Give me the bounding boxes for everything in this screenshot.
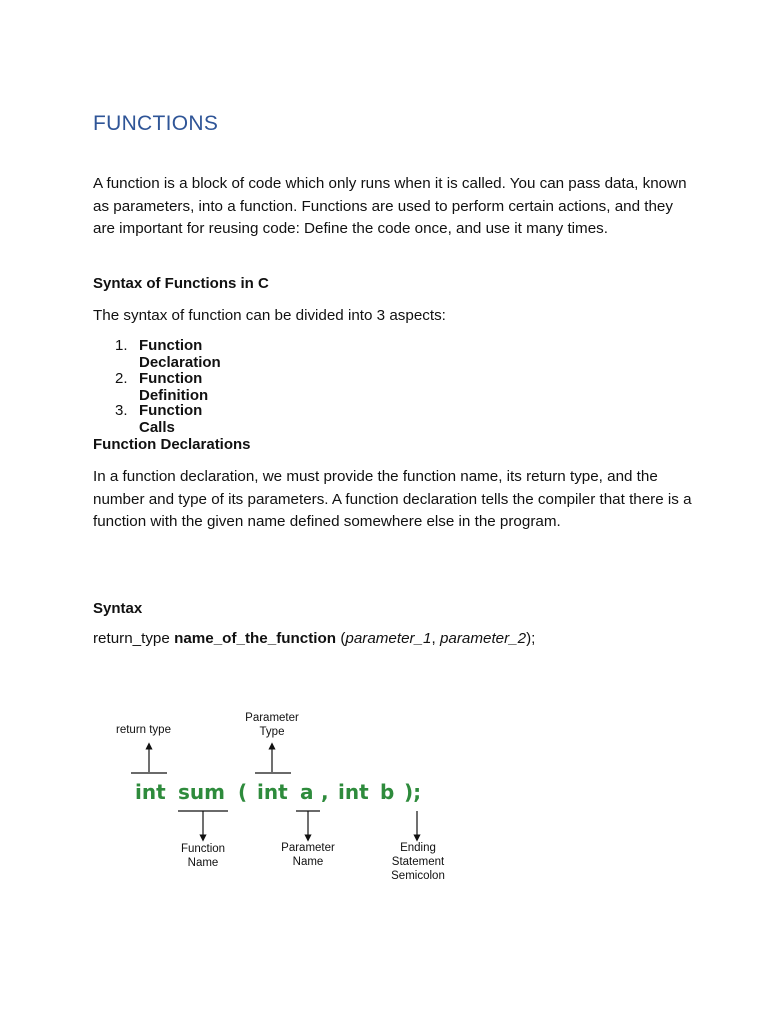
ending-label-line2: Statement xyxy=(391,856,445,868)
list-label: Function Declaration xyxy=(139,337,221,371)
ending-label-line3: Semicolon xyxy=(391,870,445,882)
code-int-2: int xyxy=(257,780,288,804)
code-sum: sum xyxy=(178,780,225,804)
code-a: a xyxy=(300,780,314,804)
code-end: ); xyxy=(404,780,422,804)
list-label: Function Definition xyxy=(139,369,209,404)
intro-paragraph: A function is a block of code which only runs when it is called. You can pass data, known as parameters, into a function. Functions are used to perform certain actions, and they are important for reusing code: Define the code once, and use it many times. xyxy=(93,175,687,237)
code-int-1: int xyxy=(135,780,166,804)
code-int-3: int xyxy=(338,780,369,804)
syntax-heading: Syntax of Functions in C xyxy=(93,275,269,292)
function-name-label-line2: Name xyxy=(187,857,219,869)
param-name-label-line2: Name xyxy=(292,856,324,868)
code-open-paren: ( xyxy=(238,780,248,804)
syntax-param-1: parameter_1 xyxy=(345,630,432,647)
declarations-paragraph: In a function declaration, we must provide the function name, its return type, and the number and type of its parameters. A function declaration tells the compiler that there is a function with the given name defined somewhere else in the program. xyxy=(93,468,692,530)
code-b: b xyxy=(380,780,395,804)
syntax-function-name: name_of_the_function xyxy=(174,630,337,647)
function-name-label-line1: Function xyxy=(180,843,226,855)
page-title: FUNCTIONS xyxy=(93,112,219,135)
return-type-label: return type xyxy=(116,724,171,736)
syntax-label: Syntax xyxy=(93,600,143,617)
code-comma: , xyxy=(321,780,329,804)
syntax-example xyxy=(93,630,535,647)
list-number: 1. xyxy=(115,337,128,354)
declarations-heading: Function Declarations xyxy=(93,436,251,453)
syntax-open-paren: ( xyxy=(336,630,346,647)
syntax-separator: , xyxy=(431,630,440,647)
ending-label-line1: Ending xyxy=(400,842,436,854)
list-number: 3. xyxy=(115,402,128,419)
syntax-close: ); xyxy=(526,630,536,647)
function-declaration-diagram xyxy=(110,700,470,890)
syntax-intro: The syntax of function can be divided into 3 aspects: xyxy=(93,307,446,324)
syntax-param-2: parameter_2 xyxy=(439,630,527,647)
syntax-return-type: return_type xyxy=(93,630,175,647)
list-number: 2. xyxy=(115,369,128,387)
param-type-label-line1: Parameter xyxy=(245,712,299,724)
param-name-label-line1: Parameter xyxy=(281,842,335,854)
param-type-label-line2: Type xyxy=(259,726,285,738)
list-label: Function Calls xyxy=(139,402,203,436)
